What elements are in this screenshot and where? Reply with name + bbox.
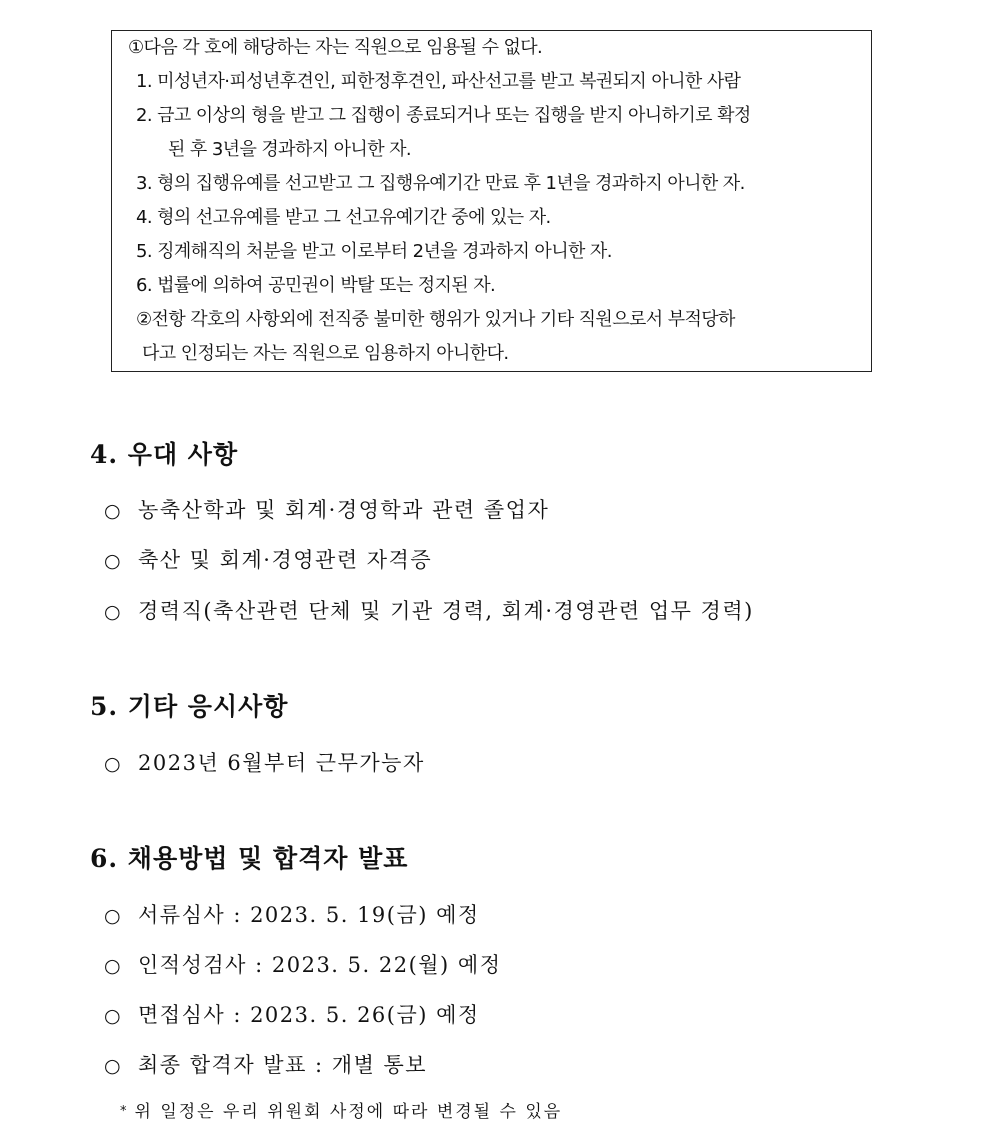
section-4-title: 4. 우대 사항 bbox=[90, 440, 239, 469]
circle-bullet-icon: ○ bbox=[104, 1005, 121, 1027]
box-item-5: 5. 징계해직의 처분을 받고 이로부터 2년을 경과하지 아니한 자. bbox=[136, 241, 612, 262]
list-item bbox=[104, 1002, 480, 1029]
circle-bullet-icon: ○ bbox=[104, 955, 121, 977]
list-item-text: 경력직(축산관련 단체 및 기관 경력, 회계·경영관련 업무 경력) bbox=[138, 599, 754, 623]
box-clause-2: ②전항 각호의 사항외에 전직중 불미한 행위가 있거나 기타 직원으로서 부적당하 bbox=[136, 309, 735, 330]
disqualification-box bbox=[111, 30, 872, 372]
box-clause-1: ①다음 각 호에 해당하는 자는 직원으로 임용될 수 없다. bbox=[128, 37, 543, 58]
box-item-2-continued: 된 후 3년을 경과하지 아니한 자. bbox=[168, 139, 412, 160]
schedule-note bbox=[120, 1101, 562, 1123]
list-item bbox=[104, 902, 480, 929]
schedule-note-text: 위 일정은 우리 위원회 사정에 따라 변경될 수 있음 bbox=[134, 1102, 563, 1122]
section-6-title: 6. 채용방법 및 합격자 발표 bbox=[90, 844, 409, 873]
list-item-text: 인적성검사 : 2023. 5. 22(월) 예정 bbox=[138, 953, 502, 977]
box-item-3: 3. 형의 집행유예를 선고받고 그 집행유예기간 만료 후 1년을 경과하지 아니한 자. bbox=[136, 173, 745, 194]
list-item-text: 서류심사 : 2023. 5. 19(금) 예정 bbox=[138, 903, 480, 927]
list-item bbox=[104, 952, 502, 979]
list-item-text: 최종 합격자 발표 : 개별 통보 bbox=[138, 1053, 428, 1077]
circle-bullet-icon: ○ bbox=[104, 905, 121, 927]
box-item-6: 6. 법률에 의하여 공민권이 박탈 또는 정지된 자. bbox=[136, 275, 496, 296]
box-item-4: 4. 형의 선고유예를 받고 그 선고유예기간 중에 있는 자. bbox=[136, 207, 551, 228]
box-item-2: 2. 금고 이상의 형을 받고 그 집행이 종료되거나 또는 집행을 받지 아니하기로 확정 bbox=[136, 105, 751, 126]
list-item bbox=[104, 547, 432, 574]
list-item-text: 2023년 6월부터 근무가능자 bbox=[138, 751, 425, 775]
list-item-text: 면접심사 : 2023. 5. 26(금) 예정 bbox=[138, 1003, 480, 1027]
list-item-text: 축산 및 회계·경영관련 자격증 bbox=[138, 548, 433, 572]
box-item-1: 1. 미성년자·피성년후견인, 피한정후견인, 파산선고를 받고 복권되지 아니한 사람 bbox=[136, 71, 741, 92]
circle-bullet-icon: ○ bbox=[104, 550, 121, 572]
list-item bbox=[104, 598, 754, 625]
box-clause-2-continued: 다고 인정되는 자는 직원으로 임용하지 아니한다. bbox=[142, 343, 509, 364]
list-item-text: 농축산학과 및 회계·경영학과 관련 졸업자 bbox=[138, 498, 550, 522]
list-item bbox=[104, 750, 425, 777]
section-5-title: 5. 기타 응시사항 bbox=[90, 692, 289, 721]
circle-bullet-icon: ○ bbox=[104, 1055, 121, 1077]
circle-bullet-icon: ○ bbox=[104, 500, 121, 522]
list-item bbox=[104, 1052, 427, 1079]
circle-bullet-icon: ○ bbox=[104, 601, 121, 623]
circle-bullet-icon: ○ bbox=[104, 753, 121, 775]
asterisk-marker: * bbox=[120, 1104, 129, 1119]
list-item bbox=[104, 497, 549, 524]
